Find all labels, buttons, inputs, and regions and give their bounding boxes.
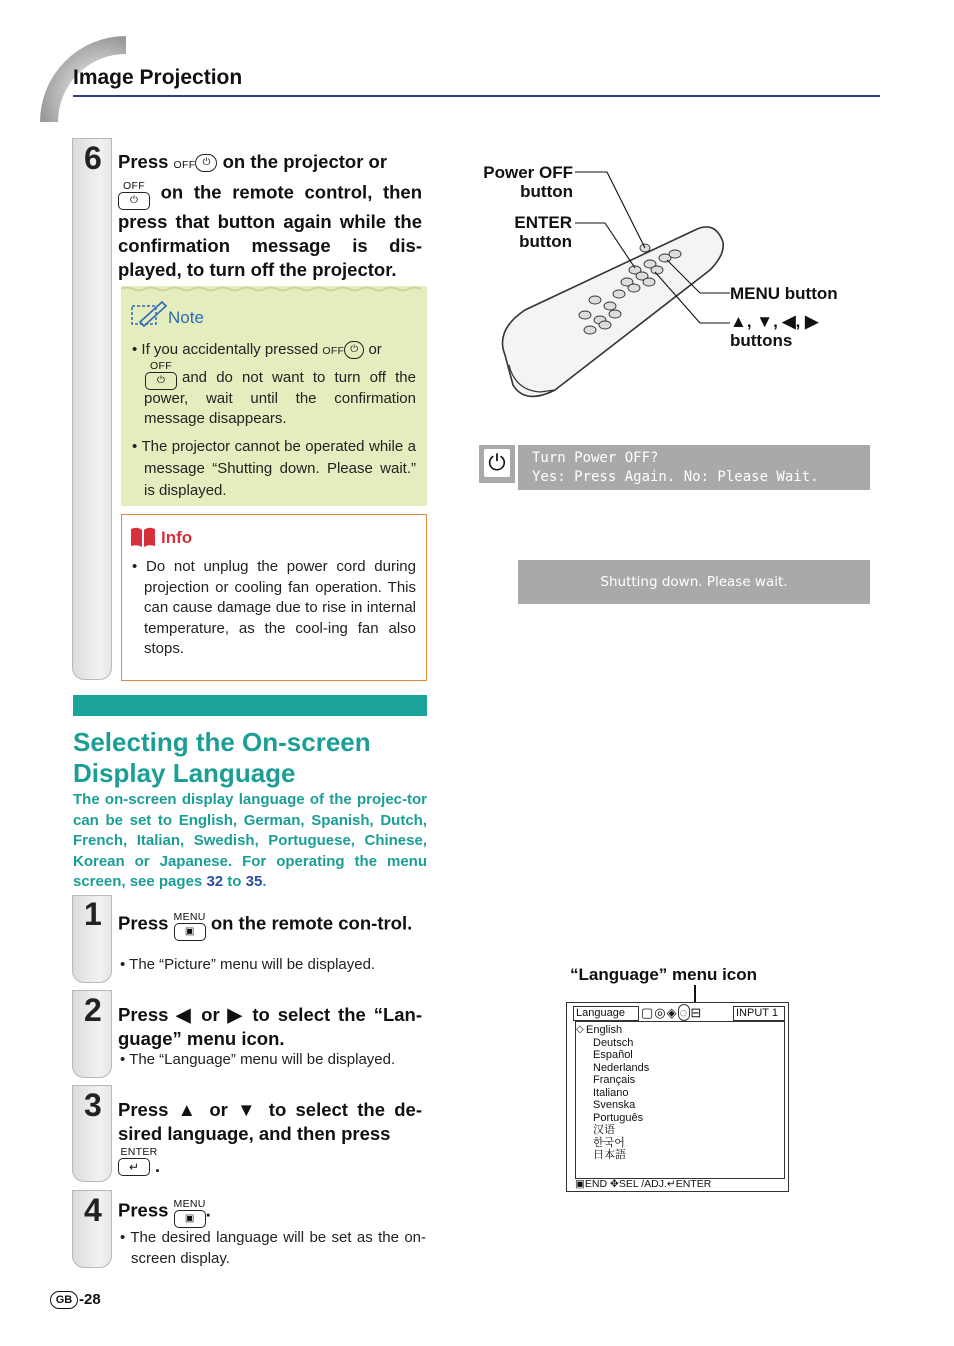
step-3-number: 3 bbox=[84, 1087, 102, 1123]
note-wavy-edge bbox=[121, 286, 427, 292]
cross-arrows-icon: ✥ bbox=[610, 1178, 619, 1190]
enter-callout-line1: ENTER bbox=[514, 213, 572, 232]
language-option-korean[interactable]: 한국어 bbox=[593, 1136, 625, 1149]
step-4-bullet-text: The desired language will be set as the on-screen display. bbox=[130, 1229, 426, 1267]
language-option-japanese[interactable]: 日本語 bbox=[593, 1149, 626, 1161]
options-menu-icon[interactable]: ◈ bbox=[666, 1005, 678, 1020]
step-1-text-a: Press bbox=[118, 912, 169, 934]
section-intro bbox=[73, 790, 427, 893]
picture-menu-icon[interactable]: ▢ bbox=[641, 1005, 655, 1020]
book-icon bbox=[130, 526, 156, 548]
note-bullet-1-c: and do not want to turn off the power, wait until the confirmation message disappears. bbox=[144, 369, 416, 427]
step-1-number: 1 bbox=[84, 896, 102, 932]
language-option-francais[interactable]: Français bbox=[593, 1074, 636, 1086]
header-rule bbox=[73, 95, 880, 97]
off-key-label: OFF bbox=[173, 159, 196, 171]
power-icon-4: ⏻ bbox=[145, 372, 177, 390]
section-title-line1: Selecting the On-screen bbox=[73, 727, 371, 757]
enter-key-icon: ↵ bbox=[118, 1158, 150, 1176]
step-4-bullet: • The desired language will be set as the on-screen display. bbox=[120, 1229, 426, 1267]
step-1-bullet: • The “Picture” menu will be displayed. bbox=[120, 956, 376, 973]
menu-icons-row bbox=[641, 1006, 702, 1019]
input-indicator: INPUT 1 bbox=[733, 1006, 785, 1021]
note-bullet-1-b: or bbox=[368, 341, 382, 358]
section-intro-to: to bbox=[227, 873, 242, 890]
step-4-text-a: Press bbox=[118, 1199, 169, 1221]
menu-key-label-2: MENU bbox=[173, 1198, 206, 1210]
language-option-portugues[interactable]: Português bbox=[593, 1111, 644, 1124]
step-1-bullet-text: The “Picture” menu will be displayed. bbox=[129, 956, 376, 973]
menu-callout: MENU button bbox=[730, 284, 838, 303]
pencil-icon bbox=[130, 300, 168, 330]
step-3-text: Press ▲ or ▼ to select the de-sired language, and then press bbox=[118, 1099, 422, 1144]
footer-sel: SEL bbox=[618, 1178, 639, 1190]
enter-callout bbox=[475, 213, 572, 251]
note-bullet-1-a: If you accidentally pressed bbox=[141, 341, 319, 358]
language-option-nederlands[interactable]: Nederlands bbox=[593, 1061, 650, 1074]
menu-key-label: MENU bbox=[173, 911, 206, 923]
off-key-label-3: OFF bbox=[322, 345, 345, 357]
status-menu-icon[interactable]: ⊟ bbox=[690, 1005, 703, 1020]
step-2-number: 2 bbox=[84, 992, 102, 1028]
step-2-bullet: • The “Language” menu will be displayed. bbox=[120, 1051, 396, 1068]
power-icon-2: ⏻ bbox=[118, 192, 150, 210]
shutting-down-dialog: Shutting down. Please wait. bbox=[518, 560, 870, 604]
section-intro-period: . bbox=[262, 873, 267, 890]
off-key-label-4: OFF bbox=[150, 360, 172, 372]
menu-key-icon-small: ▣ bbox=[575, 1178, 585, 1190]
language-option-english[interactable]: English bbox=[586, 1024, 623, 1036]
step-6-text-c: on the remote control, then press that button again while the confirmation message is dis-played, to turn off the projector. bbox=[118, 181, 423, 280]
power-icon-3: ⏻ bbox=[344, 341, 364, 359]
step-6-text-b: on the projector or bbox=[222, 151, 388, 172]
menu-footer bbox=[575, 1178, 711, 1190]
section-teal-bar bbox=[73, 695, 427, 716]
menu-key bbox=[174, 908, 206, 941]
step-2-text: Press ◀ or ▶ to select the “Lan-guage” menu icon. bbox=[118, 1004, 422, 1049]
menu-key-icon-2: ▣ bbox=[174, 1210, 206, 1228]
remote-off-key bbox=[118, 177, 150, 210]
language-option-italiano[interactable]: Italiano bbox=[593, 1086, 629, 1099]
language-option-deutsch[interactable]: Deutsch bbox=[593, 1036, 634, 1049]
note-bullet-1: • If you accidentally pressed OFF ⏻ or bbox=[132, 341, 382, 358]
section-title-line2: Display Language bbox=[73, 758, 296, 788]
arrows-callout-line2: buttons bbox=[730, 331, 793, 350]
step-4-number: 4 bbox=[84, 1192, 102, 1228]
off-key-label-2: OFF bbox=[123, 180, 145, 192]
language-option-espanol[interactable]: Español bbox=[593, 1049, 633, 1061]
step-1-text-b: on the remote con-trol. bbox=[210, 912, 413, 934]
info-label: Info bbox=[161, 528, 193, 547]
language-tab[interactable]: Language bbox=[573, 1006, 639, 1021]
arrows-callout-line1: ▲, ▼, ◀, ▶ bbox=[730, 312, 819, 331]
power-off-callout-line2: button bbox=[520, 182, 573, 201]
step-6-text bbox=[118, 150, 422, 282]
step-6-number: 6 bbox=[84, 140, 102, 176]
region-badge: GB bbox=[50, 1291, 78, 1309]
language-menu-icon[interactable]: ◌ bbox=[679, 1005, 689, 1020]
footer-enter: ENTER bbox=[675, 1178, 712, 1190]
power-off-dialog bbox=[518, 445, 870, 490]
step-6-bar bbox=[72, 138, 112, 680]
info-bullet: • Do not unplug the power cord during projection or cooling fan operation. This can cause damage due to rise in internal temperature, as the cool-ing fan also stops. bbox=[132, 558, 416, 657]
power-off-callout bbox=[475, 163, 573, 201]
selection-cursor-icon: ◇ bbox=[576, 1024, 584, 1035]
power-dialog-icon: ⏻ bbox=[484, 449, 510, 477]
power-off-dialog-line2: Yes: Press Again. No: Please Wait. bbox=[532, 469, 819, 485]
step-2-bullet-text: The “Language” menu will be displayed. bbox=[129, 1051, 396, 1068]
power-off-callout-line1: Power OFF bbox=[483, 163, 573, 182]
enter-key: ENTER ↵ . bbox=[118, 1143, 160, 1176]
power-icon: ⏻ bbox=[195, 154, 217, 172]
language-list bbox=[575, 1021, 785, 1179]
step-4-text: Press MENU ▣ . bbox=[118, 1195, 422, 1228]
enter-key-label: ENTER bbox=[120, 1146, 158, 1158]
footer-end: END bbox=[584, 1178, 608, 1190]
fine-sync-menu-icon[interactable]: ◎ bbox=[654, 1005, 667, 1020]
language-option-svenska[interactable]: Svenska bbox=[593, 1099, 636, 1111]
step-6-text-a: Press bbox=[118, 151, 169, 172]
section-title bbox=[73, 727, 433, 789]
enter-arrow-icon: ↵ bbox=[666, 1178, 676, 1190]
enter-callout-line2: button bbox=[519, 232, 572, 251]
language-option-chinese[interactable]: 汉语 bbox=[593, 1124, 615, 1136]
step-1-text bbox=[118, 908, 422, 941]
arrows-callout bbox=[730, 312, 818, 350]
note-bullet-2-text: The projector cannot be operated while a message “Shutting down. Please wait.” is displayed. bbox=[141, 438, 416, 499]
info-bullet-text: Do not unplug the power cord during projection or cooling fan operation. This can cause damage due to rise in internal temperature, as the cool-ing fan also stops. bbox=[144, 558, 416, 657]
menu-key-icon: ▣ bbox=[174, 923, 206, 941]
page-section-title: Image Projection bbox=[73, 66, 243, 89]
menu-key-2 bbox=[174, 1195, 206, 1228]
note-bullet-2: • The projector cannot be operated while a message “Shutting down. Please wait.” is displayed. bbox=[132, 438, 416, 499]
footer-adj: /ADJ. bbox=[641, 1178, 667, 1190]
section-intro-text: The on-screen display language of the projec-tor can be set to English, German, Spanish, Dutch, French, Italian, Swedish, Portuguese, Chinese, Korean or Japanese. For operating the menu screen, see pages bbox=[73, 791, 427, 890]
note-label: Note bbox=[168, 308, 204, 327]
page-link-35[interactable]: 35 bbox=[245, 873, 263, 890]
language-menu-screen bbox=[566, 1002, 789, 1192]
power-off-dialog-line1: Turn Power OFF? bbox=[532, 450, 659, 466]
page-link-32[interactable]: 32 bbox=[206, 873, 224, 890]
page-number: -28 bbox=[79, 1291, 101, 1308]
language-icon-callout: “Language” menu icon bbox=[570, 965, 758, 984]
